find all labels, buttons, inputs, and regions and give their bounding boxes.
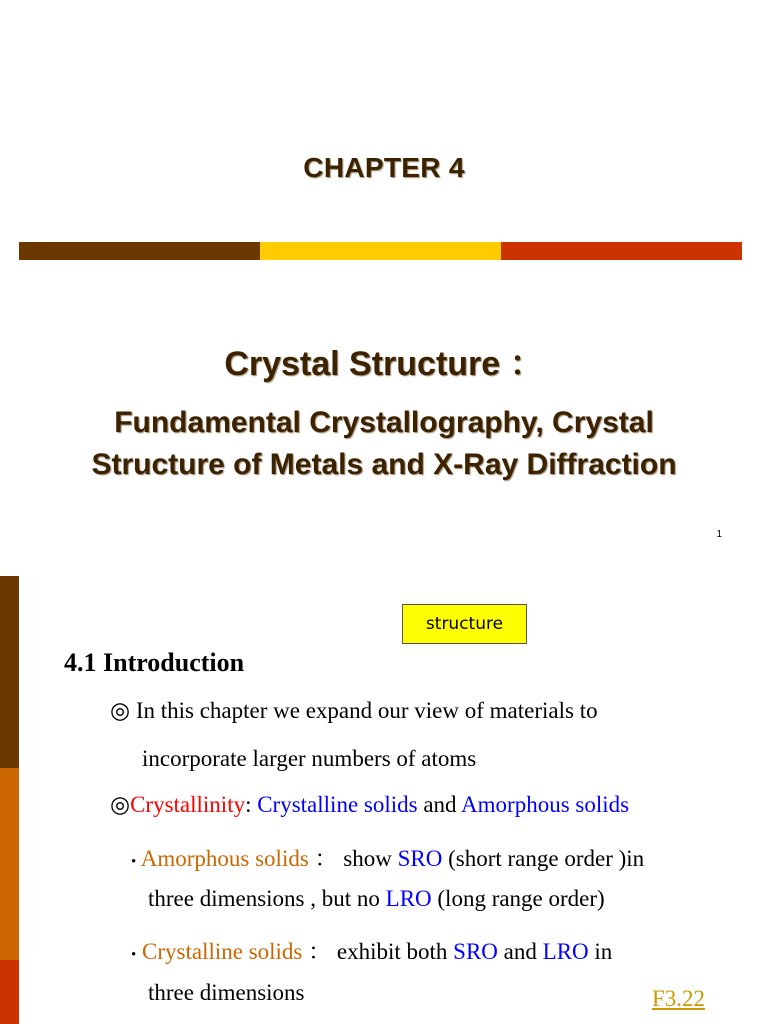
crystallinity-term: Crystallinity [130, 792, 246, 817]
structure-button[interactable]: structure [402, 604, 527, 644]
divider-bar-red [501, 242, 742, 260]
side-bar-brown [0, 576, 19, 768]
crystallinity-line: ◎Crystallinity: Crystalline solids and Amorphous solids [110, 792, 630, 817]
amorphous-term: Amorphous solids [140, 846, 309, 871]
slide-title-text: Crystal Structure ： [224, 345, 544, 383]
crystalline-line-2: three dimensions [148, 980, 305, 1005]
divider-bar-yellow [260, 242, 501, 260]
sro-term: SRO [397, 846, 443, 871]
slide-introduction [0, 576, 768, 1024]
lro-term: LRO [385, 886, 432, 911]
section-heading: 4.1 Introduction [64, 648, 245, 677]
page-number: 1 [716, 529, 722, 540]
amorphous-line-1: • Amorphous solids ： show SRO (short range order )in [131, 846, 645, 871]
amorphous-line-2: three dimensions , but no LRO (long range order) [148, 886, 605, 911]
bullet-1-line-2: incorporate larger numbers of atoms [142, 746, 477, 771]
dot-bullet: • [131, 947, 137, 963]
amorphous-solids-term: Amorphous solids [461, 792, 630, 817]
figure-reference-link[interactable]: F3.22 [652, 986, 706, 1011]
slide-subtitle [40, 402, 728, 486]
subtitle-line-2: Structure of Metals and X-Ray Diffraction [91, 448, 677, 481]
dot-bullet: • [131, 854, 137, 870]
crystalline-term: Crystalline solids [142, 939, 303, 964]
bullet-1-line-1: ◎ In this chapter we expand our view of materials to [110, 698, 598, 723]
crystalline-line-1: • Crystalline solids ： exhibit both SRO and LRO in [131, 939, 613, 964]
crystalline-solids-term: Crystalline solids [257, 792, 418, 817]
divider-bar-brown [19, 242, 260, 260]
side-bar-orange [0, 768, 19, 960]
side-bar-red [0, 960, 19, 1024]
subtitle-line-1: Fundamental Crystallography, Crystal [114, 406, 654, 439]
bullet-mark: ◎ [110, 792, 131, 817]
lro-term: LRO [542, 939, 589, 964]
sro-term: SRO [453, 939, 498, 964]
chapter-label: CHAPTER 4 [303, 152, 465, 183]
